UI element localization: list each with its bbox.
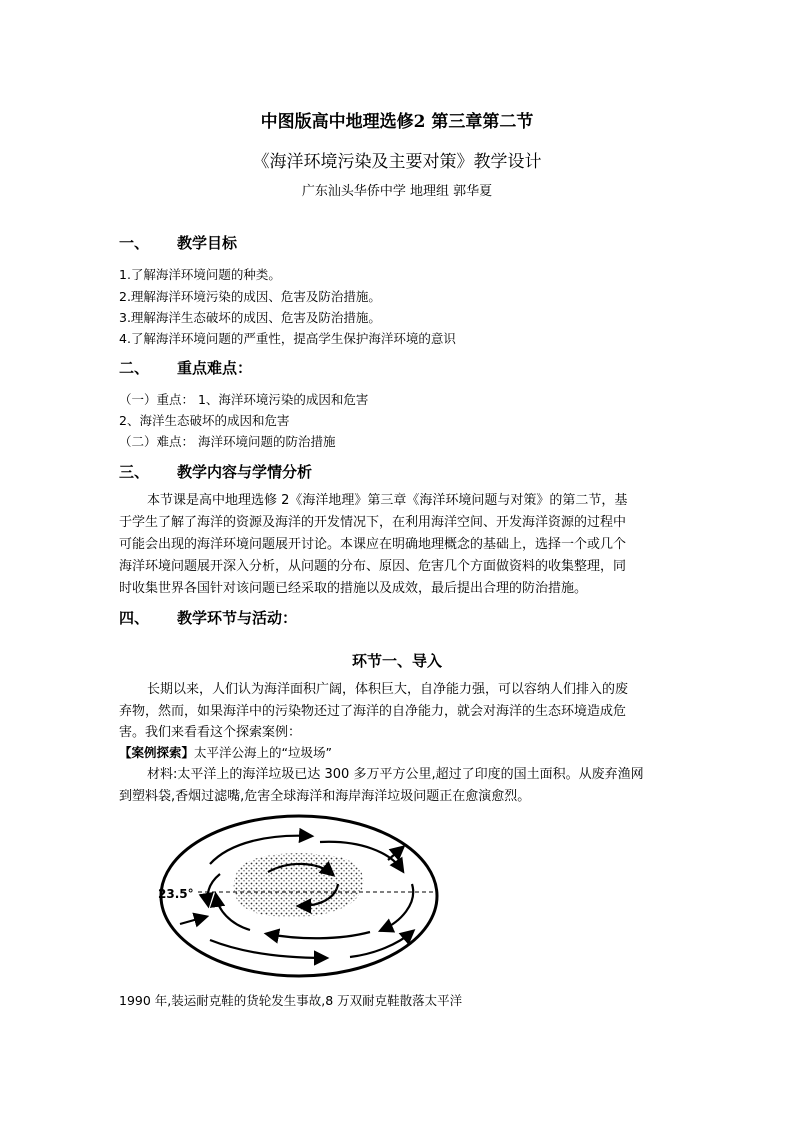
content-paragraph-line: 海洋环境问题展开深入分析，从问题的分布、原因、危害几个方面做资料的收集整理，同 xyxy=(119,559,627,574)
section-number: 三、 xyxy=(119,463,150,481)
section-title: 教学内容与学情分析 xyxy=(177,463,313,481)
latitude-label: 23.5° xyxy=(158,887,194,901)
goal-item: 3.理解海洋生态破坏的成因、危害及防治措施。 xyxy=(119,310,381,325)
case-heading xyxy=(119,743,332,761)
material-line: 材料:太平洋上的海洋垃圾已达 300 多万平方公里,超过了印度的国土面积。从废弃渔网 xyxy=(147,767,644,782)
section-title: 教学环节与活动： xyxy=(177,609,298,627)
key-point-item: （一）重点： 1、海洋环境污染的成因和危害 xyxy=(119,392,369,407)
case-title: 太平洋公海上的“垃圾场” xyxy=(194,745,332,760)
content-paragraph-line: 可能会出现的海洋环境问题展开讨论。本课应在明确地理概念的基础上，选择一个或几个 xyxy=(119,537,627,552)
section-heading-key-points xyxy=(119,357,252,378)
key-point-item: 2、海洋生态破坏的成因和危害 xyxy=(119,413,290,428)
section-title: 重点难点： xyxy=(177,359,253,377)
content-paragraph-line: 时收集世界各国针对该问题已经采取的措施以及成效，最后提出合理的防治措施。 xyxy=(119,581,588,596)
case-label: 【案例探索】 xyxy=(119,745,195,760)
document-subtitle: 《海洋环境污染及主要对策》教学设计 xyxy=(252,152,542,172)
section-number: 二、 xyxy=(119,359,150,377)
goal-item: 1.了解海洋环境问题的种类。 xyxy=(119,267,281,282)
section-number: 一、 xyxy=(119,234,150,252)
document-title: 中图版高中地理选修2 第三章第二节 xyxy=(260,112,534,132)
intro-line: 长期以来，人们认为海洋面积广阔，体积巨大，自净能力强，可以容纳人们排入的废 xyxy=(147,682,629,697)
section-title: 教学目标 xyxy=(177,234,238,252)
figure-caption: 1990 年,装运耐克鞋的货轮发生事故,8 万双耐克鞋散落太平洋 xyxy=(119,993,463,1008)
intro-line: 害。我们来看看这个探索案例： xyxy=(119,725,302,740)
section-heading-goals xyxy=(119,232,237,253)
section-heading-content xyxy=(119,461,312,482)
stage-title: 环节一、导入 xyxy=(351,652,442,670)
section-heading-activities xyxy=(119,607,297,628)
key-point-item: （二）难点： 海洋环境问题的防治措施 xyxy=(119,434,336,449)
goal-item: 2.理解海洋环境污染的成因、危害及防治措施。 xyxy=(119,289,381,304)
content-paragraph-line: 本节课是高中地理选修 2《海洋地理》第三章《海洋环境问题与对策》的第二节，基 xyxy=(147,493,628,508)
intro-line: 弃物，然而，如果海洋中的污染物还过了海洋的自净能力，就会对海洋的生态环境造成危 xyxy=(119,704,627,719)
author-line: 广东汕头华侨中学 地理组 郭华夏 xyxy=(301,184,493,199)
pacific-gyre-figure xyxy=(150,812,450,982)
section-number: 四、 xyxy=(119,609,150,627)
content-paragraph-line: 于学生了解了海洋的资源及海洋的开发情况下，在利用海洋空间、开发海洋资源的过程中 xyxy=(119,515,627,530)
goal-item: 4.了解海洋环境问题的严重性，提高学生保护海洋环境的意识 xyxy=(119,331,456,346)
material-line: 到塑料袋,香烟过滤嘴,危害全球海洋和海岸海洋垃圾问题正在愈演愈烈。 xyxy=(119,789,531,804)
